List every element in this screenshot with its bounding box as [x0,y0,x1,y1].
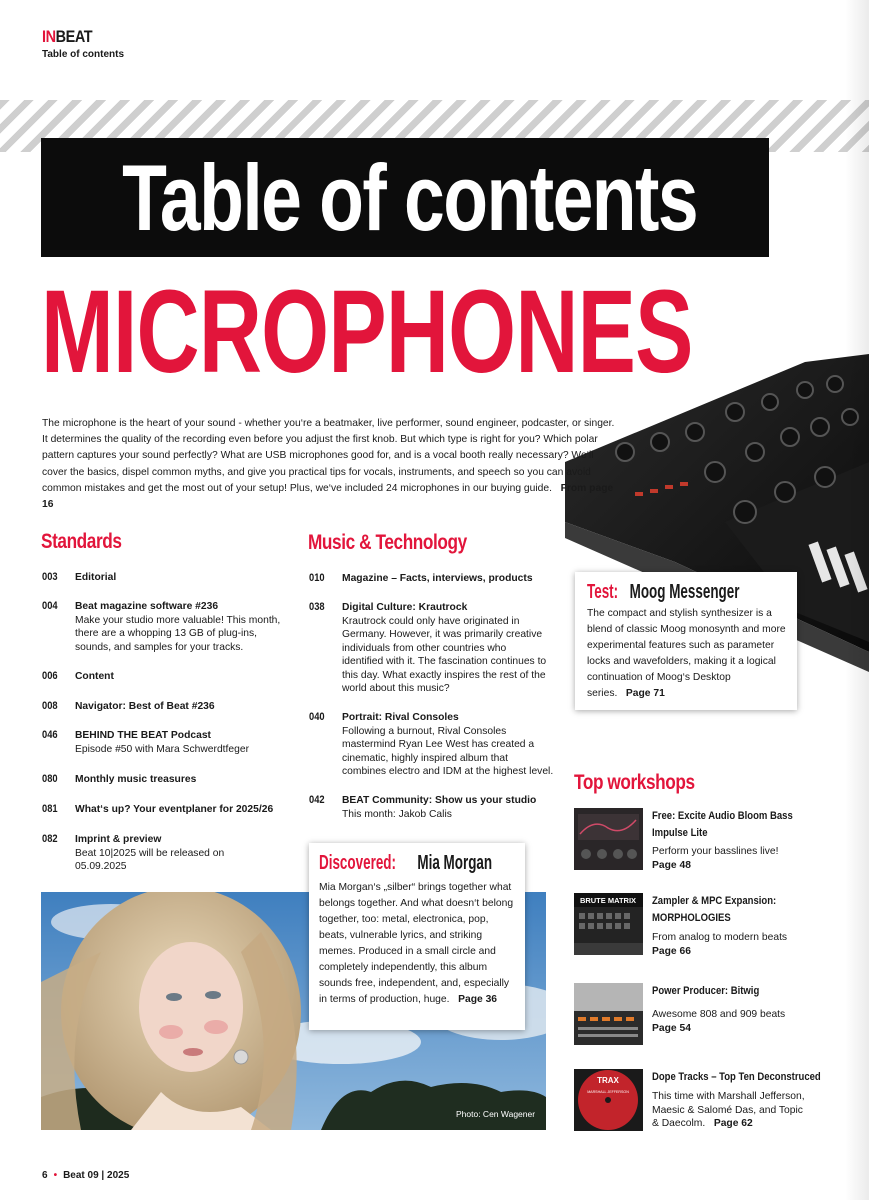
toc-entry-title: Portrait: Rival Consoles [342,712,459,723]
bloom-bass-thumbnail [574,808,643,870]
workshop-page-link[interactable]: Page 66 [652,945,691,957]
bitwig-thumbnail [574,983,643,1045]
record-artist-label: MARSHALL JEFFERSON [587,1090,629,1094]
workshop-page-link[interactable]: Page 62 [713,1118,753,1130]
discovered-feature-box[interactable] [309,843,525,1030]
toc-page-number: 046 [42,729,58,741]
test-feature-text: The compact and stylish synthesizer is a blend of classic Moog monosynth and more experimental features such as parameter locks and wavefolders, making it a logical continuation of Moog‘s Desktop series. Page 71 [587,608,786,699]
workshop-title: Zampler & MPC Expansion: MORPHOLOGIES [652,895,777,924]
toc-page-number: 040 [309,711,325,723]
toc-entry-desc: Krautrock could only have originated in Germany. However, it was primarily creative individuals from other countries who identified with it. The fascination continues to this day. What exactly inspires the rest of the world about this music? [342,615,547,694]
workshop-page-link[interactable]: Page 48 [652,859,691,871]
brand-logo [42,27,92,47]
toc-entry-title: Editorial [75,572,117,583]
toc-page-number: 008 [42,700,58,712]
workshop-item[interactable] [574,1069,834,1135]
toc-page-number: 042 [309,794,325,806]
toc-page-number: 080 [42,773,58,785]
toc-entry-desc: Beat 10|2025 will be released on 05.09.2025 [75,847,225,872]
discovered-feature-text: Mia Morgan‘s „silber“ brings together what belongs together. And what doesn‘t belong together, too: metal, electronica, pop, beats, vulnerable lyrics, and striking memes. Produced in a small circle and completely independently, this album sounds free, independent, and, especially in terms of production, huge. Page 36 [319,882,514,1005]
trax-record-thumbnail [574,1069,643,1131]
test-feature-box[interactable] [575,572,797,710]
workshop-desc: From analog to modern beats Page 66 [652,932,788,957]
toc-entry-title: Magazine – Facts, interviews, products [342,573,533,584]
test-feature-title: Test: Moog Messenger [587,581,740,603]
issue-label: Beat 09 | 2025 [63,1170,130,1181]
top-workshops-heading: Top workshops [574,771,695,794]
photo-credit: Photo: Cen Wagener [456,1109,536,1119]
workshop-item[interactable] [574,808,834,874]
workshop-desc: Perform your basslines live! Page 48 [652,846,779,871]
page-title: Table of contents [122,145,698,250]
workshop-desc: This time with Marshall Jefferson, Maesic & Salomé Das, and Topic & Daecolm. Page 62 [652,1091,805,1130]
toc-entry-title: Imprint & preview [75,834,162,845]
page-edge-shadow [845,0,869,1200]
toc-page-number: 082 [42,833,58,845]
trax-label: TRAX [597,1076,619,1085]
toc-entry-title: BEAT Community: Show us your studio [342,795,537,806]
intro-paragraph [42,416,617,513]
workshop-title: Power Producer: Bitwig [652,985,760,997]
intro-page-link[interactable]: From page 16 [42,482,614,511]
toc-entry-desc: Following a burnout, Rival Consoles mastermind Ryan Lee West has created a cinematic, highly inspired album that combines electro and IDM at the highest level. [342,725,554,777]
section-label: Table of contents [42,49,125,60]
brute-matrix-label: BRUTE MATRIX [579,896,637,905]
toc-page-number: 004 [42,600,58,612]
toc-entry-title: Digital Culture: Krautrock [342,602,468,613]
test-feature-page-link[interactable]: Page 71 [625,688,665,699]
page-number: 6 [42,1170,48,1181]
toc-page-number: 081 [42,803,58,815]
toc-page-number: 010 [309,572,325,584]
workshop-page-link[interactable]: Page 54 [652,1022,691,1034]
page-footer: 6 • Beat 09 | 2025 [42,1170,130,1181]
toc-entry-desc: This month: Jakob Calis [342,808,452,820]
workshop-title: Dope Tracks – Top Ten Deconstruced [652,1071,821,1083]
toc-entry-title: What‘s up? Your eventplaner for 2025/26 [75,804,274,815]
toc-page-number: 038 [309,601,325,613]
discovered-feature-page-link[interactable]: Page 36 [458,994,498,1005]
toc-entry-title: Content [75,671,114,682]
toc-entry-title: Beat magazine software #236 [75,601,219,612]
cover-topic-title: MICROPHONES [41,266,693,398]
standards-heading: Standards [41,530,122,553]
workshop-desc: Awesome 808 and 909 beats Page 54 [652,1009,786,1034]
workshop-title: Free: Excite Audio Bloom Bass Impulse Lite [652,810,793,839]
intro-text: The microphone is the heart of your sound - whether you‘re a beatmaker, live performer, sound engineer, podcaster, or singer. It determines the quality of the recording even before you adjust the first knob. But which type is right for you? Which polar pattern captures your sound perfectly? What are USB microphones good for, and is a vocal booth really necessary? We‘ll cover the basics, dispel common myths, and give you practical tips for vocals, instruments, and speech so you can avoid common mistakes and get the most out of your setup! Plus, we‘ve included 24 microphones in our buying guide. [42,418,615,494]
brute-matrix-thumbnail [574,893,643,955]
toc-entry-desc: Episode #50 with Mara Schwerdtfeger [75,743,249,755]
brand-in: IN [42,27,56,46]
music-technology-heading: Music & Technology [308,531,467,554]
brand-beat: BEAT [55,27,93,46]
toc-page-number: 003 [42,571,58,583]
toc-entry-desc: Make your studio more valuable! This month, there are a whopping 13 GB of plug-ins, sounds, and samples for your tracks. [75,614,281,653]
toc-entry-title: Monthly music treasures [75,774,197,785]
toc-entry-title: Navigator: Best of Beat #236 [75,701,215,712]
toc-entry-title: BEHIND THE BEAT Podcast [75,730,211,741]
workshop-item[interactable] [574,983,834,1049]
discovered-feature-title: Discovered: Mia Morgan [319,852,493,874]
toc-page-number: 006 [42,670,58,682]
workshop-item[interactable] [574,893,834,959]
